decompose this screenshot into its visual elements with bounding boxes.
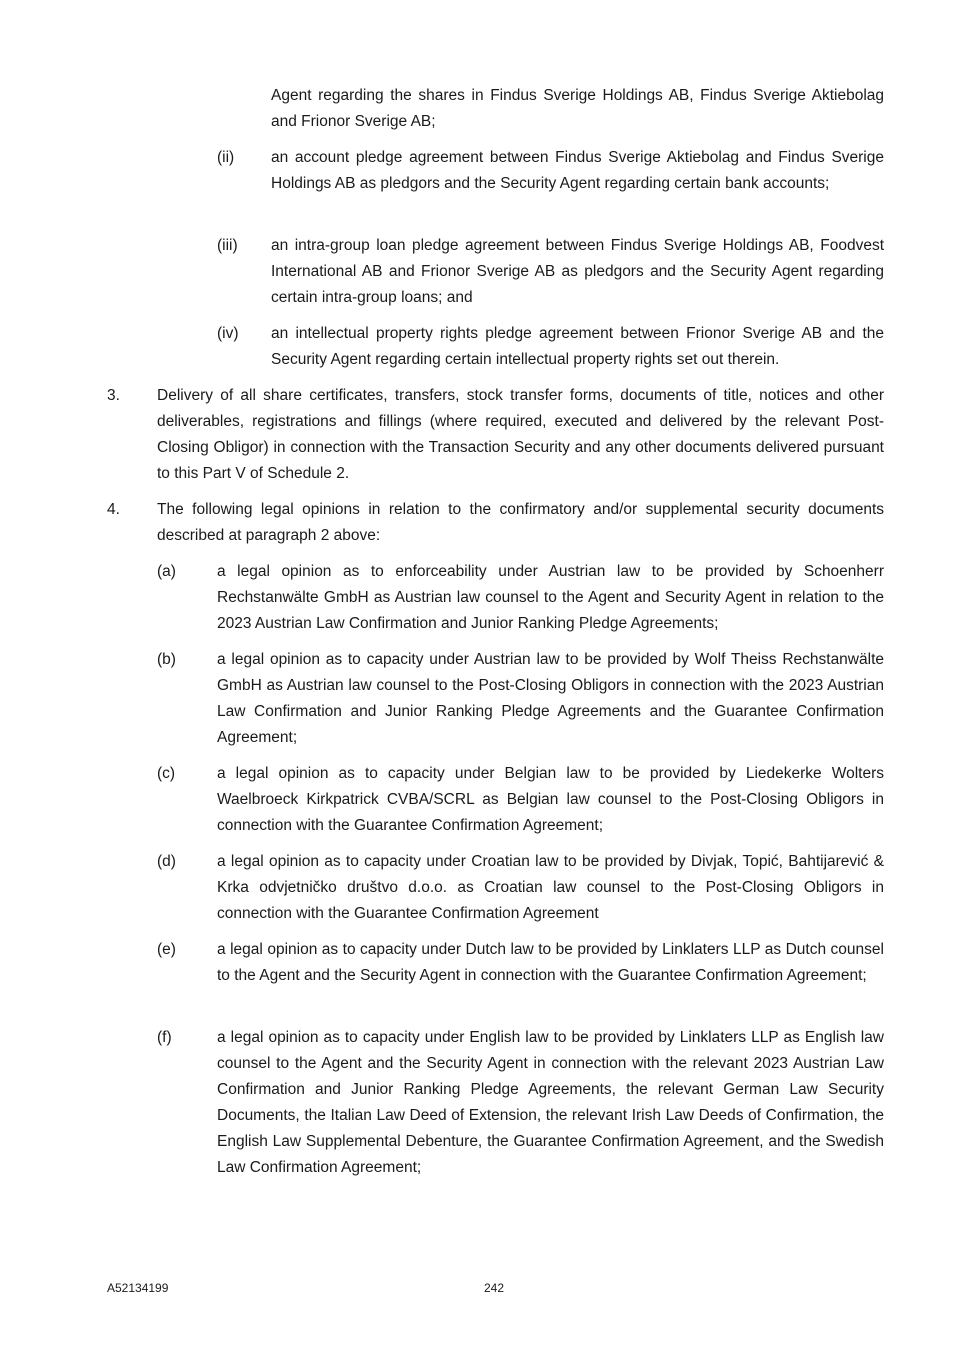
opinion-number: (f) [157,1029,172,1046]
paragraph-text: Delivery of all share certificates, transfers, stock transfer forms, documents of title, notices and other deliverables, registrations and fillings (where required, executed and delivered by the relevant Post-Closing Obligor) in connection with the Transaction Security and any other documents delivered pursuant to this Part V of Schedule 2. [157,387,884,482]
continuation-text: Agent regarding the shares in Findus Sverige Holdings AB, Findus Sverige Aktiebolag and Frionor Sverige AB; [271,87,884,130]
paragraph-number: 4. [107,501,120,518]
opinion-number: (c) [157,765,176,782]
opinion-number: (b) [157,651,176,668]
sub-item-number: (iii) [217,237,238,254]
opinion-text: a legal opinion as to capacity under Croatian law to be provided by Divjak, Topić, Bahtijarević & Krka odvjetničko društvo d.o.o. as Croatian law counsel to the Post-Closing Obligors in connection with the Guarantee Confirmation Agreement [217,853,884,922]
sub-item-text: an intra-group loan pledge agreement between Findus Sverige Holdings AB, Foodvest International AB and Frionor Sverige AB as pledgors and the Security Agent regarding certain intra-group loans; and [271,237,884,306]
opinion-text: a legal opinion as to capacity under Dutch law to be provided by Linklaters LLP as Dutch counsel to the Agent and the Security Agent in connection with the Guarantee Confirmation Agreement; [217,941,884,984]
opinion-text: a legal opinion as to enforceability under Austrian law to be provided by Schoenherr Rechstanwälte GmbH as Austrian law counsel to the Agent and Security Agent in relation to the 2023 Austrian Law Confirmation and Junior Ranking Pledge Agreements; [217,563,884,632]
sub-item-text: an account pledge agreement between Findus Sverige Aktiebolag and Findus Sverige Holdings AB as pledgors and the Security Agent regarding certain bank accounts; [271,149,884,192]
opinion-text: a legal opinion as to capacity under Austrian law to be provided by Wolf Theiss Rechstanwälte GmbH as Austrian law counsel to the Post-Closing Obligors in connection with the 2023 Austrian Law Confirmation and Junior Ranking Pledge Agreements and the Guarantee Confirmation Agreement; [217,651,884,746]
paragraph-text: The following legal opinions in relation to the confirmatory and/or supplemental security documents described at paragraph 2 above: [157,501,884,544]
opinion-number: (a) [157,563,176,580]
sub-item-number: (ii) [217,149,235,166]
sub-item-text: an intellectual property rights pledge agreement between Frionor Sverige AB and the Security Agent regarding certain intellectual property rights set out therein. [271,325,884,368]
sub-item-number: (iv) [217,325,239,342]
opinion-text: a legal opinion as to capacity under Belgian law to be provided by Liedekerke Wolters Waelbroeck Kirkpatrick CVBA/SCRL as Belgian law counsel to the Post-Closing Obligors in connection with the Guarantee Confirmation Agreement; [217,765,884,834]
opinion-number: (e) [157,941,176,958]
opinion-text: a legal opinion as to capacity under English law to be provided by Linklaters LLP as English law counsel to the Agent and the Security Agent in connection with the relevant 2023 Austrian Law Confirmation and Junior Ranking Pledge Agreements, the relevant German Law Security Documents, the Italian Law Deed of Extension, the relevant Irish Law Deeds of Confirmation, the English Law Supplemental Debenture, the Guarantee Confirmation Agreement, and the Swedish Law Confirmation Agreement; [217,1029,884,1176]
document-reference: A52134199 [107,1281,169,1295]
page-number: 242 [484,1281,505,1295]
paragraph-number: 3. [107,387,120,404]
opinion-number: (d) [157,853,176,870]
